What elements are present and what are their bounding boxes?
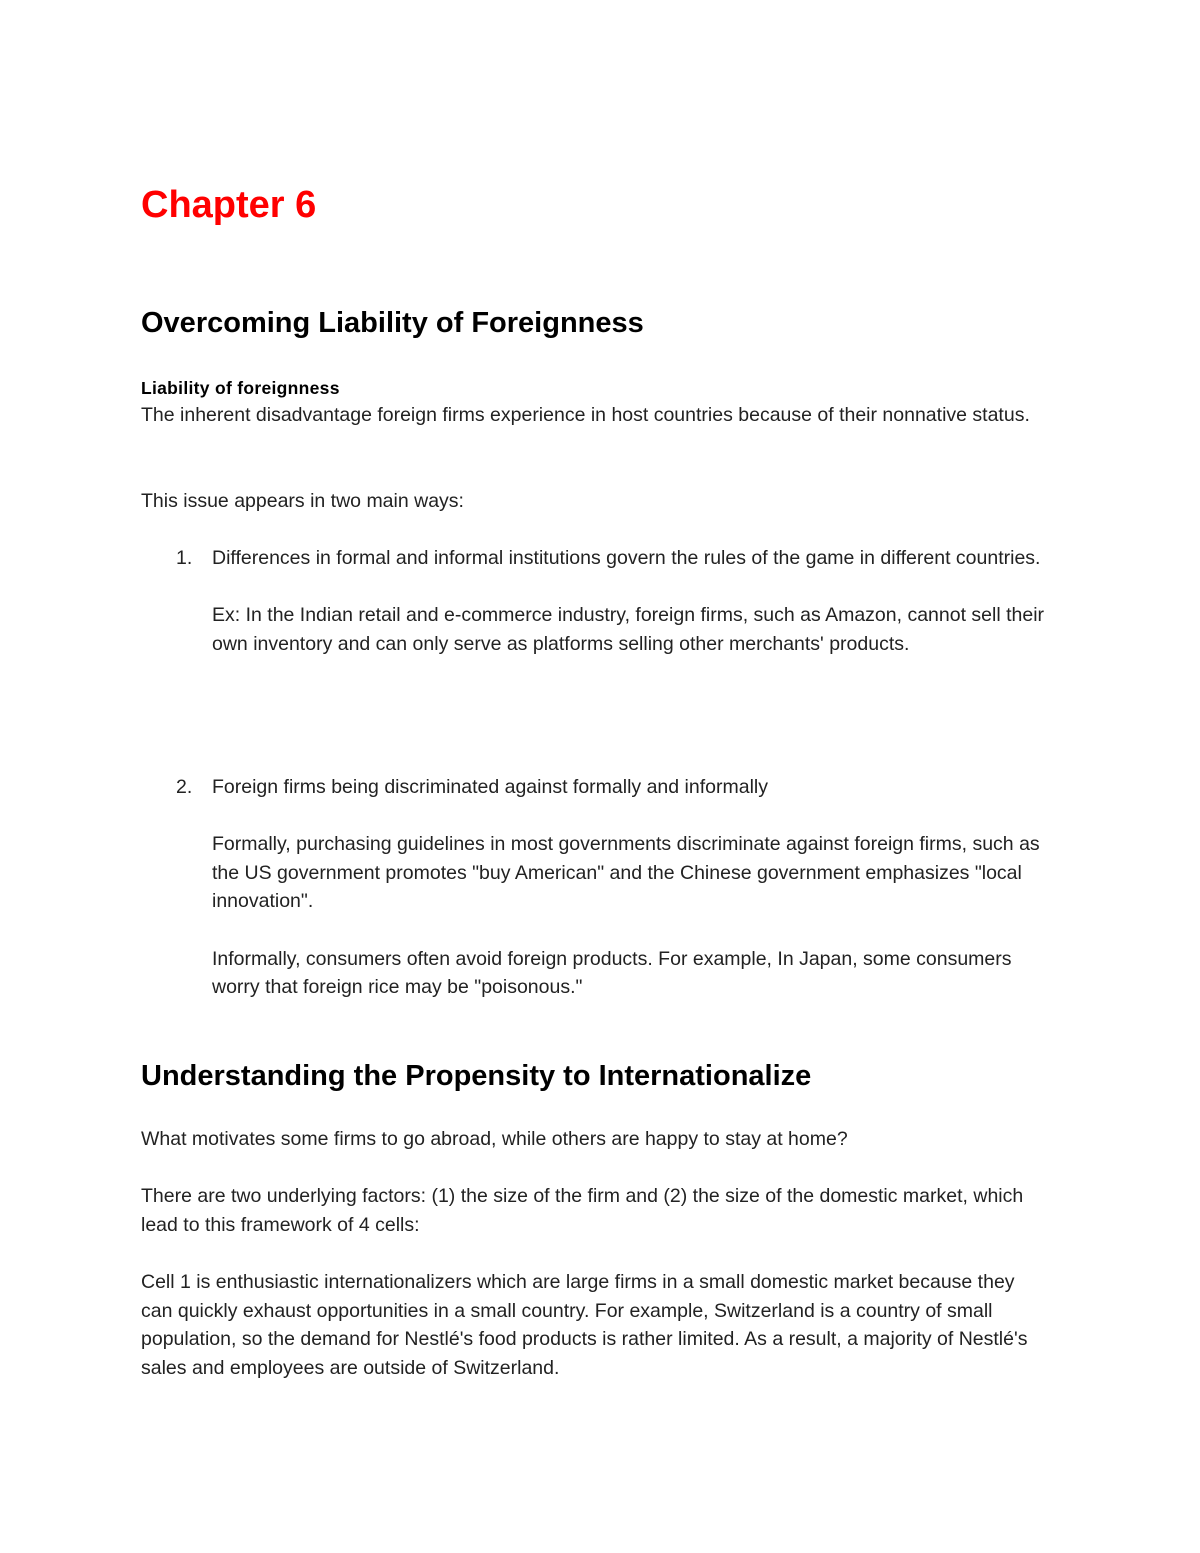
section-heading-liability: Overcoming Liability of Foreignness [141, 307, 644, 339]
term-liability-of-foreignness: Liability of foreignness [141, 378, 340, 398]
cell1-text: Cell 1 is enthusiastic internationalizers which are large firms in a small domestic market because they can quickly exhaust opportunities in a small country. For example, Switzerland is a country of small population, so the demand for Nestlé's food products is rather limited. As a result, a majority of Nestlé's sales and employees are outside of Switzerland. [141, 1271, 1028, 1379]
list-number: 2. [176, 776, 193, 798]
section-heading-propensity: Understanding the Propensity to Internationalize [141, 1060, 812, 1092]
question-text: What motivates some firms to go abroad, while others are happy to stay at home? [141, 1128, 848, 1150]
list-number: 1. [176, 547, 193, 569]
intro-text: This issue appears in two main ways: [141, 490, 464, 512]
list-item-informal: Informally, consumers often avoid foreign products. For example, In Japan, some consumers worry that foreign rice may be "poisonous." [212, 947, 1012, 999]
definition-text: The inherent disadvantage foreign firms experience in host countries because of their nonnative status. [141, 404, 1030, 426]
list-item-formal: Formally, purchasing guidelines in most governments discriminate against foreign firms, such as the US government promotes "buy American" and the Chinese government emphasizes "local innovation". [212, 833, 1040, 913]
chapter-title: Chapter 6 [141, 184, 317, 226]
list-body [212, 544, 1062, 658]
list-item-example: Ex: In the Indian retail and e-commerce industry, foreign firms, such as Amazon, cannot sell their own inventory and can only serve as platforms selling other merchants' products. [212, 604, 1045, 655]
list-body [212, 773, 1062, 1002]
factors-text: There are two underlying factors: (1) the size of the firm and (2) the size of the domestic market, which lead to this framework of 4 cells: [141, 1185, 1024, 1236]
list-item-text: Foreign firms being discriminated against formally and informally [212, 776, 768, 798]
list-item-text: Differences in formal and informal institutions govern the rules of the game in different countries. [212, 547, 1041, 569]
